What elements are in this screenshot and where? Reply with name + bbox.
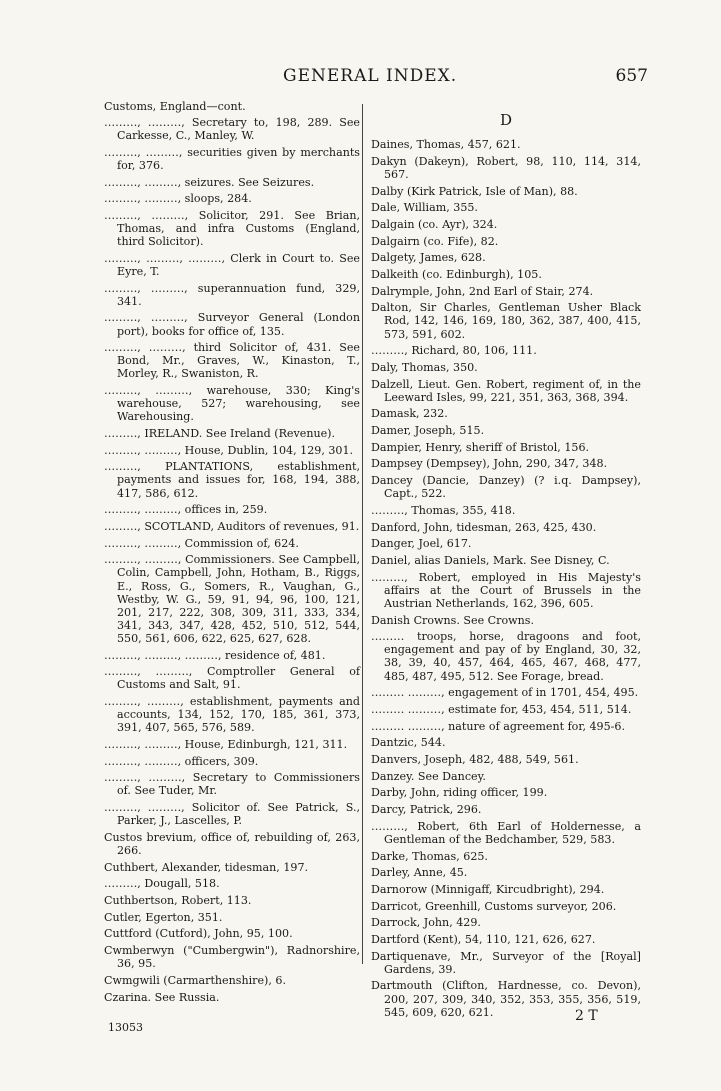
- index-entry: Dalton, Sir Charles, Gentleman Usher Black Rod, 142, 146, 169, 180, 362, 387, 400, 415, 573, 591, 602.: [371, 301, 641, 341]
- index-entry: Dakyn (Dakeyn), Robert, 98, 110, 114, 314, 567.: [371, 154, 641, 181]
- index-entry: Danger, Joel, 617.: [371, 537, 472, 551]
- index-entry: Cwmberwyn ("Cumbergwin"), Radnorshire, 36, 95.: [104, 944, 360, 971]
- index-entry: Cuthbert, Alexander, tidesman, 197.: [104, 860, 309, 874]
- index-entry: Darke, Thomas, 625.: [371, 849, 488, 863]
- gathering-mark: 2 T: [575, 1008, 598, 1024]
- index-entry: Danford, John, tidesman, 263, 425, 430.: [371, 520, 597, 534]
- index-entry: ………, ………, warehouse, 330; King's warehouse, 527; warehousing, see Warehousing.: [104, 384, 360, 424]
- continued-heading: Customs, England—cont.: [104, 100, 246, 113]
- index-entry: ………, Richard, 80, 106, 111.: [371, 344, 537, 358]
- index-entry: Dancey (Dancie, Danzey) (? i.q. Dampsey), Capt., 522.: [371, 474, 641, 501]
- index-entry: ………, ………, sloops, 284.: [104, 192, 252, 206]
- index-entry: ………, ………, ………, Clerk in Court to. See Eyre, T.: [104, 251, 360, 278]
- index-entry: ………, ………, Comptroller General of Customs and Salt, 91.: [104, 665, 360, 692]
- index-entry: ………, ………, superannuation fund, 329, 341.: [104, 281, 360, 308]
- index-entry: ………, ………, ………, residence of, 481.: [104, 648, 326, 662]
- index-entry: ………, ………, House, Dublin, 104, 129, 301.: [104, 443, 354, 457]
- index-entry: ………, Thomas, 355, 418.: [371, 503, 516, 517]
- index-entry: ………, ………, seizures. See Seizures.: [104, 175, 315, 189]
- signature-mark: 13053: [108, 1021, 143, 1034]
- page-header: [108, 66, 648, 88]
- index-entry: Danish Crowns. See Crowns.: [371, 613, 535, 627]
- index-entry: Cuttford (Cutford), John, 95, 100.: [104, 927, 293, 941]
- index-entry: Dartmouth (Clifton, Hardnesse, co. Devon), 200, 207, 309, 340, 352, 353, 355, 356, 519, 545, 609, 620, 621.: [371, 979, 641, 1019]
- index-entry: ……… ………, estimate for, 453, 454, 511, 514.: [371, 702, 632, 716]
- page-number: 657: [615, 66, 648, 86]
- index-entry: Dalrymple, John, 2nd Earl of Stair, 274.: [371, 284, 594, 298]
- index-entry: Darrock, John, 429.: [371, 916, 481, 930]
- index-entry: ……… ………, nature of agreement for, 495-6.: [371, 719, 626, 733]
- index-entry: Dampier, Henry, sheriff of Bristol, 156.: [371, 440, 590, 454]
- index-entry: Dale, William, 355.: [371, 201, 478, 215]
- index-entry: Darcy, Patrick, 296.: [371, 803, 482, 817]
- index-entry: Custos brevium, office of, rebuilding of, 263, 266.: [104, 830, 360, 857]
- index-entry: Damer, Joseph, 515.: [371, 424, 485, 438]
- section-letter: D: [499, 111, 513, 129]
- index-entry: Dalkeith (co. Edinburgh), 105.: [371, 268, 542, 281]
- index-entry: ………, PLANTATIONS, establishment, payments and issues for, 168, 194, 388, 417, 586, 612.: [104, 460, 360, 500]
- index-entry: ……… troops, horse, dragoons and foot, engagement and pay of by England, 30, 32, 38, 39, 40, 457, 464, 465, 467, 468, 477, 485, 487, 495, 512. See Forage, bread.: [371, 630, 641, 683]
- index-entry: Darnorow (Minnigaff, Kircudbright), 294.: [371, 882, 605, 896]
- left-entries: [104, 116, 360, 1004]
- index-entry: ………, ………, House, Edinburgh, 121, 311.: [104, 737, 348, 751]
- index-entry: Darricot, Greenhill, Customs surveyor, 206.: [371, 899, 617, 913]
- index-entry: ……… ………, engagement of in 1701, 454, 495.: [371, 686, 639, 700]
- index-entry: Daniel, alias Daniels, Mark. See Disney, C.: [371, 554, 610, 567]
- index-entry: Cwmgwili (Carmarthenshire), 6.: [104, 973, 286, 987]
- right-entries: [371, 138, 641, 1019]
- index-entry: ………, ………, Surveyor General (London port), books for office of, 135.: [104, 311, 360, 338]
- index-entry: Dalgety, James, 628.: [371, 251, 486, 265]
- index-entry: Daly, Thomas, 350.: [371, 360, 478, 374]
- index-entry: Cutler, Egerton, 351.: [104, 910, 223, 924]
- index-entry: ………, ………, Secretary to, 198, 289. See Carkesse, C., Manley, W.: [104, 116, 360, 143]
- column-divider: [362, 104, 363, 964]
- index-entry: ………, ………, third Solicitor of, 431. See Bond, Mr., Graves, W., Kinaston, T., Morley, R., Swaniston, R.: [104, 341, 360, 381]
- index-entry: ………, SCOTLAND, Auditors of revenues, 91.: [104, 519, 360, 533]
- index-entry: ………, ………, Solicitor of. See Patrick, S., Parker, J., Lascelles, P.: [104, 801, 360, 828]
- index-entry: ………, Robert, employed in His Majesty's affairs at the Court of Brussels in the Austrian Netherlands, 162, 396, 605.: [371, 570, 641, 610]
- index-entry: ………, ………, Solicitor, 291. See Brian, Thomas, and infra Customs (England, third Solicitor).: [104, 209, 360, 249]
- index-entry: Dartiquenave, Mr., Surveyor of the [Royal] Gardens, 39.: [371, 949, 641, 976]
- index-entry: Dalzell, Lieut. Gen. Robert, regiment of, in the Leeward Isles, 99, 221, 351, 363, 368, 394.: [371, 377, 641, 404]
- index-entry: ………, ………, offices in, 259.: [104, 503, 268, 517]
- index-entry: ………, ………, Commission of, 624.: [104, 536, 299, 550]
- index-column-left: [104, 100, 360, 1007]
- index-entry: Dampsey (Dempsey), John, 290, 347, 348.: [371, 457, 608, 471]
- index-entry: Damask, 232.: [371, 407, 448, 421]
- index-entry: ………, Dougall, 518.: [104, 877, 220, 891]
- index-entry: Darby, John, riding officer, 199.: [371, 786, 548, 800]
- index-entry: Dantzic, 544.: [371, 736, 446, 750]
- index-entry: Danzey. See Dancey.: [371, 769, 486, 783]
- index-entry: ………, ………, securities given by merchants for, 376.: [104, 145, 360, 172]
- index-entry: Dalgain (co. Ayr), 324.: [371, 217, 498, 231]
- index-entry: ………, ………, officers, 309.: [104, 754, 259, 768]
- index-entry: Dalgairn (co. Fife), 82.: [371, 234, 499, 248]
- index-entry: Darley, Anne, 45.: [371, 866, 468, 880]
- index-entry: ………, ………, establishment, payments and accounts, 134, 152, 170, 185, 361, 373, 391, 407, 565, 576, 589.: [104, 695, 360, 735]
- index-entry: ………, ………, Secretary to Commissioners of. See Tuder, Mr.: [104, 771, 360, 798]
- running-title: GENERAL INDEX.: [283, 66, 458, 86]
- index-entry: Danvers, Joseph, 482, 488, 549, 561.: [371, 752, 579, 766]
- index-entry: ………, IRELAND. See Ireland (Revenue).: [104, 427, 336, 440]
- index-entry: Dartford (Kent), 54, 110, 121, 626, 627.: [371, 932, 596, 946]
- index-column-right: [371, 100, 641, 1022]
- index-entry: ………, Robert, 6th Earl of Holdernesse, a Gentleman of the Bedchamber, 529, 583.: [371, 819, 641, 846]
- index-entry: Cuthbertson, Robert, 113.: [104, 894, 252, 907]
- index-entry: Czarina. See Russia.: [104, 990, 220, 1004]
- index-entry: Daines, Thomas, 457, 621.: [371, 138, 521, 152]
- index-entry: ………, ………, Commissioners. See Campbell, Colin, Campbell, John, Hotham, B., Riggs, E., Ross, G., Somers, R., Vaughan, G., Westby, W. G., 59, 91, 94, 96, 100, 121, 201, 217, 222, 308, 309, 311, 333, 334, 341, 343, 347, 428, 452, 510, 512, 544, 550, 561, 606, 622, 625, 627, 628.: [104, 553, 360, 645]
- index-entry: Dalby (Kirk Patrick, Isle of Man), 88.: [371, 184, 578, 198]
